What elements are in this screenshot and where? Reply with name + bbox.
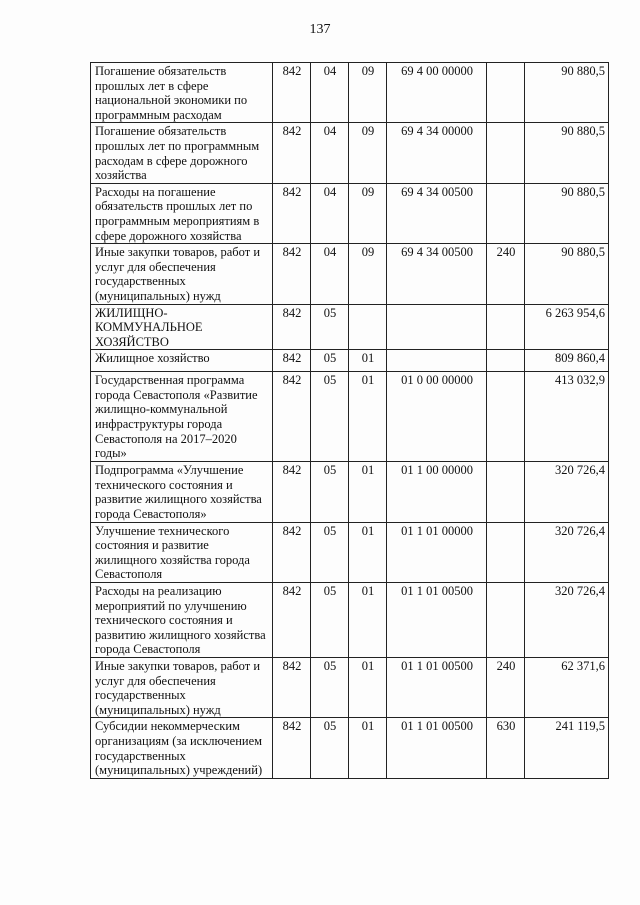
row-section: 05 xyxy=(311,718,349,778)
table-row xyxy=(91,123,609,183)
row-grbs: 842 xyxy=(273,123,311,183)
row-sum: 90 880,5 xyxy=(525,123,609,183)
row-grbs: 842 xyxy=(273,304,311,350)
row-section: 04 xyxy=(311,244,349,304)
row-name: Погашение обязательств прошлых лет по программным расходам в сфере дорожного хозяйства xyxy=(91,123,273,183)
row-section: 04 xyxy=(311,63,349,123)
table-row xyxy=(91,304,609,350)
row-name: Погашение обязательств прошлых лет в сфере национальной экономики по программным расходам xyxy=(91,63,273,123)
row-sum: 62 371,6 xyxy=(525,658,609,718)
row-grbs: 842 xyxy=(273,583,311,658)
row-sum: 6 263 954,6 xyxy=(525,304,609,350)
row-section: 05 xyxy=(311,372,349,462)
row-subsection: 09 xyxy=(349,63,387,123)
table-row xyxy=(91,583,609,658)
row-target-article: 01 1 01 00500 xyxy=(387,658,487,718)
row-section: 04 xyxy=(311,123,349,183)
row-expense-type xyxy=(487,583,525,658)
row-expense-type xyxy=(487,63,525,123)
row-subsection: 09 xyxy=(349,244,387,304)
row-subsection: 01 xyxy=(349,658,387,718)
row-subsection: 01 xyxy=(349,462,387,522)
row-grbs: 842 xyxy=(273,718,311,778)
table-row xyxy=(91,63,609,123)
row-name: Иные закупки товаров, работ и услуг для обеспечения государственных (муниципальных) нужд xyxy=(91,244,273,304)
row-expense-type xyxy=(487,462,525,522)
table-row xyxy=(91,462,609,522)
row-target-article xyxy=(387,350,487,372)
row-sum: 320 726,4 xyxy=(525,583,609,658)
row-name: Иные закупки товаров, работ и услуг для обеспечения государственных (муниципальных) нужд xyxy=(91,658,273,718)
row-section: 05 xyxy=(311,304,349,350)
row-name: Субсидии некоммерческим организациям (за исключением государственных (муниципальных) учреждений) xyxy=(91,718,273,778)
row-expense-type xyxy=(487,372,525,462)
row-section: 04 xyxy=(311,183,349,243)
row-section: 05 xyxy=(311,583,349,658)
row-target-article: 69 4 34 00500 xyxy=(387,183,487,243)
row-expense-type xyxy=(487,304,525,350)
row-target-article: 69 4 00 00000 xyxy=(387,63,487,123)
row-target-article: 69 4 34 00500 xyxy=(387,244,487,304)
row-grbs: 842 xyxy=(273,350,311,372)
row-name: Подпрограмма «Улучшение технического состояния и развитие жилищного хозяйства города Севастополя» xyxy=(91,462,273,522)
row-expense-type xyxy=(487,350,525,372)
row-section: 05 xyxy=(311,350,349,372)
row-sum: 90 880,5 xyxy=(525,63,609,123)
row-grbs: 842 xyxy=(273,462,311,522)
row-sum: 241 119,5 xyxy=(525,718,609,778)
row-target-article: 01 0 00 00000 xyxy=(387,372,487,462)
row-target-article: 01 1 00 00000 xyxy=(387,462,487,522)
row-expense-type xyxy=(487,123,525,183)
row-grbs: 842 xyxy=(273,63,311,123)
row-sum: 320 726,4 xyxy=(525,522,609,582)
row-name: ЖИЛИЩНО-КОММУНАЛЬНОЕ ХОЗЯЙСТВО xyxy=(91,304,273,350)
row-expense-type: 630 xyxy=(487,718,525,778)
table-row xyxy=(91,372,609,462)
row-subsection: 01 xyxy=(349,350,387,372)
row-sum: 413 032,9 xyxy=(525,372,609,462)
row-sum: 320 726,4 xyxy=(525,462,609,522)
row-grbs: 842 xyxy=(273,372,311,462)
row-sum: 90 880,5 xyxy=(525,244,609,304)
row-name: Улучшение технического состояния и развитие жилищного хозяйства города Севастополя xyxy=(91,522,273,582)
row-grbs: 842 xyxy=(273,244,311,304)
row-subsection: 01 xyxy=(349,522,387,582)
table-row xyxy=(91,183,609,243)
row-expense-type: 240 xyxy=(487,658,525,718)
table-row xyxy=(91,350,609,372)
page-number: 137 xyxy=(309,22,331,37)
row-name: Расходы на реализацию мероприятий по улучшению технического состояния и развитию жилищного хозяйства города Севастополя xyxy=(91,583,273,658)
row-grbs: 842 xyxy=(273,658,311,718)
row-target-article: 01 1 01 00500 xyxy=(387,718,487,778)
table-row xyxy=(91,658,609,718)
row-target-article: 01 1 01 00500 xyxy=(387,583,487,658)
table-row xyxy=(91,522,609,582)
row-section: 05 xyxy=(311,522,349,582)
row-subsection: 09 xyxy=(349,123,387,183)
row-name: Государственная программа города Севастополя «Развитие жилищно-коммунальной инфраструктуры города Севастополя на 2017–2020 годы» xyxy=(91,372,273,462)
row-expense-type: 240 xyxy=(487,244,525,304)
table-row xyxy=(91,244,609,304)
row-subsection: 01 xyxy=(349,372,387,462)
row-section: 05 xyxy=(311,462,349,522)
row-expense-type xyxy=(487,522,525,582)
row-target-article xyxy=(387,304,487,350)
row-expense-type xyxy=(487,183,525,243)
row-name: Жилищное хозяйство xyxy=(91,350,273,372)
budget-table xyxy=(90,62,609,779)
row-section: 05 xyxy=(311,658,349,718)
table-row xyxy=(91,718,609,778)
row-sum: 90 880,5 xyxy=(525,183,609,243)
row-grbs: 842 xyxy=(273,522,311,582)
row-sum: 809 860,4 xyxy=(525,350,609,372)
row-name: Расходы на погашение обязательств прошлых лет по программным мероприятиям в сфере дорожного хозяйства xyxy=(91,183,273,243)
row-subsection xyxy=(349,304,387,350)
row-subsection: 09 xyxy=(349,183,387,243)
row-subsection: 01 xyxy=(349,583,387,658)
row-target-article: 69 4 34 00000 xyxy=(387,123,487,183)
row-subsection: 01 xyxy=(349,718,387,778)
row-grbs: 842 xyxy=(273,183,311,243)
row-target-article: 01 1 01 00000 xyxy=(387,522,487,582)
